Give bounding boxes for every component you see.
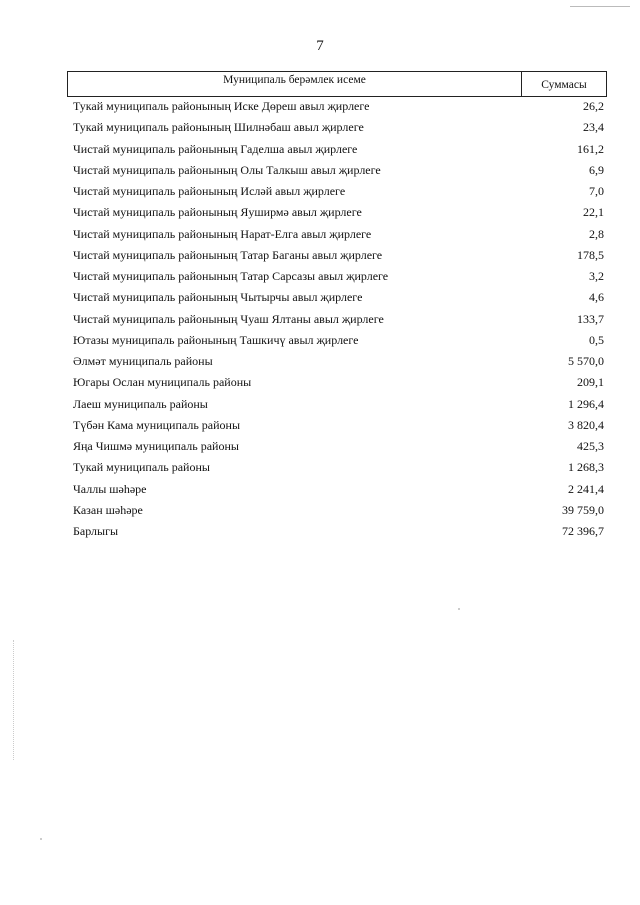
- row-sum: 2 241,4: [568, 481, 604, 496]
- row-sum: 4,6: [589, 290, 604, 305]
- row-name: Яңа Чишмә муниципаль районы: [73, 439, 239, 454]
- header-sum-column: Суммасы: [541, 79, 587, 91]
- row-name: Чистай муниципаль районының Татар Баганы авыл җирлеге: [73, 247, 383, 262]
- row-name: Чистай муниципаль районының Нарат-Елга авыл җирлеге: [73, 226, 372, 241]
- table-row: [73, 202, 604, 223]
- scan-artifact-dot: [40, 838, 42, 840]
- table-row: [73, 245, 604, 266]
- table-row: [73, 117, 604, 138]
- row-sum: 1 268,3: [568, 460, 604, 475]
- table-row: [73, 330, 604, 351]
- table-row: [73, 415, 604, 436]
- table-row: [73, 500, 604, 521]
- row-name: Лаеш муниципаль районы: [73, 396, 208, 411]
- table-row: [73, 181, 604, 202]
- row-name: Тукай муниципаль районының Шилнәбаш авыл җирлеге: [73, 120, 364, 135]
- row-sum: 5 570,0: [568, 354, 604, 369]
- scan-corner-line: [570, 6, 630, 7]
- page-number: 7: [316, 38, 324, 54]
- table-row: [73, 160, 604, 181]
- row-sum: 133,7: [577, 311, 604, 326]
- row-name: Югары Ослан муниципаль районы: [73, 375, 252, 390]
- row-sum: 3,2: [589, 269, 604, 284]
- row-sum: 23,4: [583, 120, 604, 135]
- table-body: [73, 96, 604, 542]
- row-sum: 3 820,4: [568, 417, 604, 432]
- row-sum: 161,2: [577, 141, 604, 156]
- row-name: Чаллы шәһәре: [73, 481, 147, 496]
- row-name: Чистай муниципаль районының Исләй авыл җирлеге: [73, 184, 346, 199]
- table-row: [73, 457, 604, 478]
- row-sum: 178,5: [577, 247, 604, 262]
- table-row: [73, 96, 604, 117]
- header-name-column: Муниципаль берәмлек исеме: [68, 72, 522, 96]
- row-name: Түбән Кама муниципаль районы: [73, 417, 241, 432]
- row-name: Тукай муниципаль районының Иске Дөреш авыл җирлеге: [73, 99, 370, 114]
- table-row: [73, 351, 604, 372]
- row-sum-total: 72 396,7: [562, 524, 604, 539]
- row-sum: 39 759,0: [562, 502, 604, 517]
- table-row: [73, 479, 604, 500]
- row-sum: 1 296,4: [568, 396, 604, 411]
- table-row: [73, 394, 604, 415]
- row-sum: 26,2: [583, 99, 604, 114]
- scan-margin-marks: [13, 640, 15, 760]
- row-sum: 22,1: [583, 205, 604, 220]
- row-name: Чистай муниципаль районының Чуаш Ялтаны авыл җирлеге: [73, 311, 384, 326]
- table-row: [73, 139, 604, 160]
- table-row: [73, 309, 604, 330]
- row-name: Әлмәт муниципаль районы: [73, 354, 213, 369]
- row-name: Ютазы муниципаль районының Ташкичү авыл җирлеге: [73, 332, 359, 347]
- table-row-total: [73, 521, 604, 542]
- row-name: Тукай муниципаль районы: [73, 460, 210, 475]
- row-name: Чистай муниципаль районының Яуширмә авыл җирлеге: [73, 205, 362, 220]
- row-name: Чистай муниципаль районының Олы Талкыш авыл җирлеге: [73, 162, 381, 177]
- row-sum: 6,9: [589, 162, 604, 177]
- table-row: [73, 224, 604, 245]
- scan-artifact-dot: [458, 608, 460, 610]
- row-sum: 2,8: [589, 226, 604, 241]
- table-row: [73, 287, 604, 308]
- row-sum: 7,0: [589, 184, 604, 199]
- row-name: Чистай муниципаль районының Татар Сарсазы авыл җирлеге: [73, 269, 389, 284]
- table-row: [73, 436, 604, 457]
- table-row: [73, 372, 604, 393]
- table-header: [67, 71, 607, 97]
- row-sum: 425,3: [577, 439, 604, 454]
- row-sum: 0,5: [589, 332, 604, 347]
- row-name: Чистай муниципаль районының Гаделша авыл җирлеге: [73, 141, 358, 156]
- row-name: Чистай муниципаль районының Чытырчы авыл җирлеге: [73, 290, 363, 305]
- table-row: [73, 266, 604, 287]
- row-name: Казан шәһәре: [73, 502, 143, 517]
- row-sum: 209,1: [577, 375, 604, 390]
- row-name-total: Барлыгы: [73, 524, 119, 539]
